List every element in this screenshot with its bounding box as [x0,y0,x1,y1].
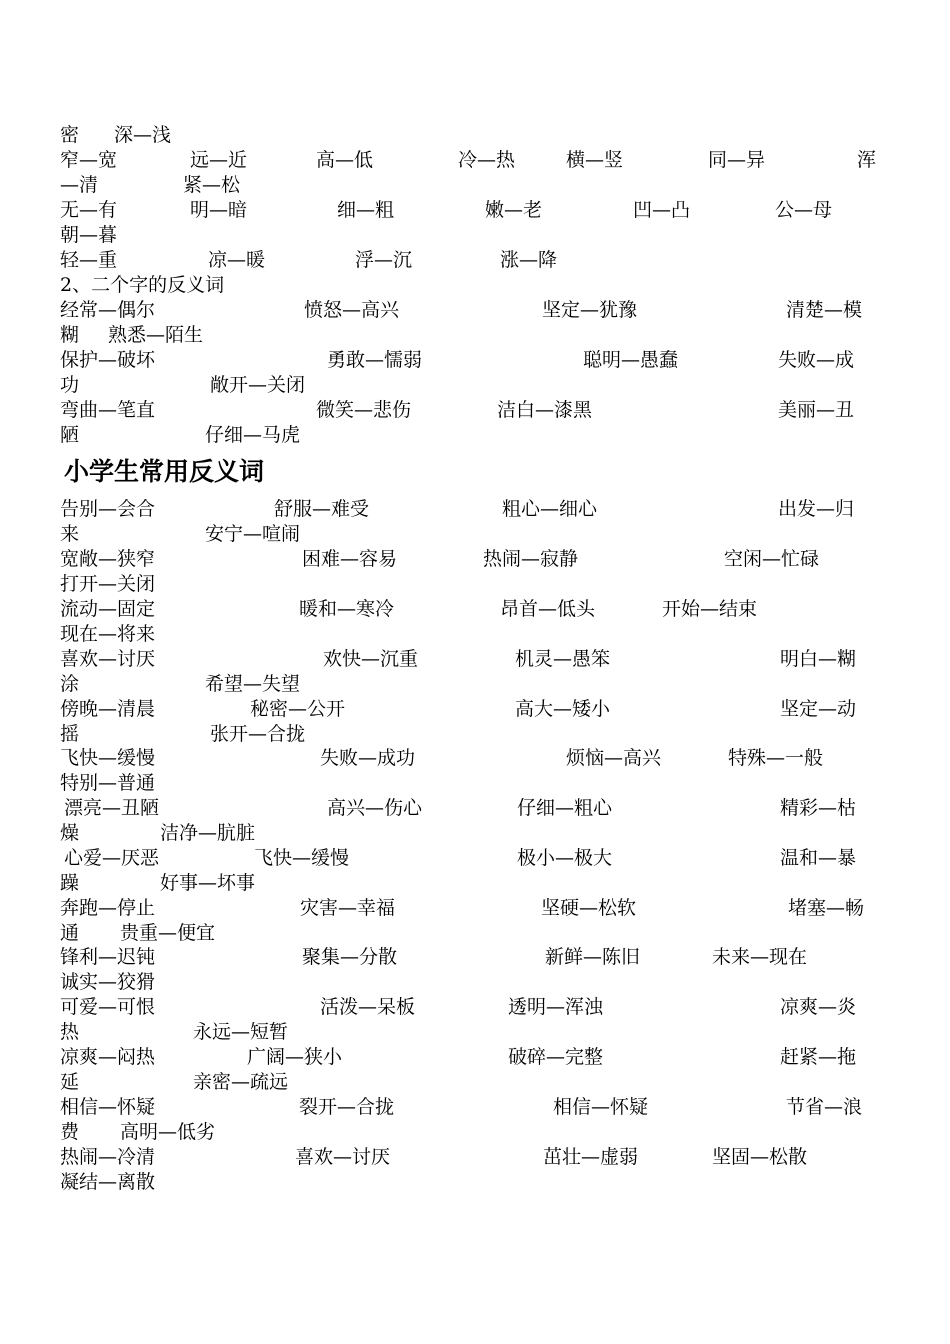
word-pair: 费 [60,1121,80,1143]
word-pair: 新鲜—陈旧 [545,946,641,968]
text-line [0,945,950,970]
word-pair: 堵塞—畅 [788,897,865,919]
word-pair: 喜欢—讨厌 [295,1146,391,1168]
word-pair: 仔细—粗心 [517,797,613,819]
text-line [0,173,950,198]
word-pair: 相信—怀疑 [553,1096,649,1118]
text-line [0,1145,950,1170]
word-pair: 延 [60,1071,80,1093]
word-pair: 美丽—丑 [778,399,855,421]
word-pair: 保护—破坏 [60,349,156,371]
word-pair: 粗心—细心 [502,498,598,520]
word-pair: 高兴—伤心 [327,797,423,819]
word-pair: 嫩—老 [485,199,543,221]
word-pair: 亲密—疏远 [193,1071,289,1093]
word-pair: 空闲—忙碌 [724,548,820,570]
word-pair: 好事—坏事 [160,872,256,894]
word-pair: 浮—沉 [355,249,413,271]
text-line [0,248,950,273]
word-pair: 坚固—松散 [712,1146,808,1168]
word-pair: 极小—极大 [517,847,613,869]
word-pair: 广阔—狭小 [247,1046,343,1068]
word-pair: 高—低 [316,149,374,171]
text-line [0,597,950,622]
text-line [0,746,950,771]
word-pair: —清 [60,174,99,196]
word-pair: 永远—短暂 [193,1021,289,1043]
word-pair: 赶紧—拖 [780,1046,857,1068]
text-line [0,497,950,522]
word-pair: 烦恼—高兴 [566,747,662,769]
word-pair: 紧—松 [183,174,241,196]
word-pair: 糊 [60,324,80,346]
text-line [0,572,950,597]
word-pair: 聚集—分散 [302,946,398,968]
word-pair: 安宁—喧闹 [205,523,301,545]
word-pair: 高大—矮小 [515,698,611,720]
word-pair: 公—母 [775,199,833,221]
word-pair: 来 [60,523,80,545]
word-pair: 贵重—便宜 [120,922,216,944]
word-pair: 通 [60,922,80,944]
word-pair: 打开—关闭 [60,573,156,595]
text-line [0,373,950,398]
word-pair: 灾害—幸福 [300,897,396,919]
word-pair: 摇 [60,723,80,745]
word-pair: 机灵—愚笨 [515,648,611,670]
text-line [0,722,950,747]
text-line [0,547,950,572]
text-line [0,148,950,173]
text-line [0,622,950,647]
text-line [0,921,950,946]
page-heading: 小学生常用反义词 [64,457,265,486]
word-pair: 心爱—厌恶 [64,847,160,869]
word-pair: 细—粗 [337,199,395,221]
word-pair: 浑 [857,149,877,171]
word-pair: 横—竖 [566,149,624,171]
word-pair: 喜欢—讨厌 [60,648,156,670]
word-pair: 精彩—枯 [780,797,857,819]
text-line [0,672,950,697]
word-pair: 同—异 [708,149,766,171]
word-pair: 特别—普通 [60,772,156,794]
text-line [0,398,950,423]
word-pair: 仔细—马虎 [205,424,301,446]
word-pair: 轻—重 [60,249,118,271]
word-pair: 躁 [60,872,80,894]
text-line [0,871,950,896]
word-pair: 明—暗 [190,199,248,221]
word-pair: 涂 [60,673,80,695]
text-line [0,323,950,348]
word-pair: 透明—浑浊 [508,996,604,1018]
word-pair: 洁净—肮脏 [160,822,256,844]
word-pair: 勇敢—懦弱 [327,349,423,371]
word-pair: 失败—成功 [320,747,416,769]
text-line [0,697,950,722]
word-pair: 聪明—愚蠢 [583,349,679,371]
text-line [0,348,950,373]
word-pair: 张开—合拢 [210,723,306,745]
text-line [0,647,950,672]
text-line [0,522,950,547]
word-pair: 功 [60,374,80,396]
word-pair: 热闹—寂静 [483,548,579,570]
word-pair: 热闹—冷清 [60,1146,156,1168]
word-pair: 窄—宽 [60,149,118,171]
word-pair: 节省—浪 [786,1096,863,1118]
word-pair: 微笑—悲伤 [316,399,412,421]
word-pair: 高明—低劣 [120,1121,216,1143]
text-line [0,771,950,796]
text-line [0,123,950,148]
word-pair: 昂首—低头 [500,598,596,620]
word-pair: 破碎—完整 [508,1046,604,1068]
word-pair: 诚实—狡猾 [60,971,156,993]
word-pair: 告别—会合 [60,498,156,520]
text-line [0,1170,950,1195]
word-pair: 出发—归 [778,498,855,520]
word-pair: 凝结—离散 [60,1171,156,1193]
word-pair: 希望—失望 [205,673,301,695]
word-pair: 流动—固定 [60,598,156,620]
text-line [0,821,950,846]
text-line [0,1120,950,1145]
word-pair: 敞开—关闭 [210,374,306,396]
text-line [0,298,950,323]
word-pair: 特殊—一般 [728,747,824,769]
word-pair: 困难—容易 [302,548,398,570]
word-pair: 凹—凸 [633,199,691,221]
word-pair: 飞快—缓慢 [254,847,350,869]
word-pair: 飞快—缓慢 [60,747,156,769]
text-line [0,223,950,248]
word-pair: 开始—结束 [662,598,758,620]
word-pair: 涨—降 [500,249,558,271]
word-pair: 温和—暴 [780,847,857,869]
word-pair: 茁壮—虚弱 [543,1146,639,1168]
word-pair: 傍晚—清晨 [60,698,156,720]
text-line [0,198,950,223]
word-pair: 锋利—迟钝 [60,946,156,968]
word-pair: 暖和—寒冷 [299,598,395,620]
word-pair: 凉爽—炎 [780,996,857,1018]
section-label [0,273,950,298]
word-pair: 欢快—沉重 [323,648,419,670]
word-pair: 朝—暮 [60,224,118,246]
text-line [0,995,950,1020]
text-line [0,846,950,871]
word-pair: 秘密—公开 [250,698,346,720]
word-pair: 宽敞—狭窄 [60,548,156,570]
word-pair: 现在—将来 [60,623,156,645]
word-pair: 舒服—难受 [274,498,370,520]
word-pair: 坚定—犹豫 [542,299,638,321]
word-pair: 弯曲—笔直 [60,399,156,421]
word-pair: 陋 [60,424,80,446]
text-line [0,1020,950,1045]
word-pair: 深—浅 [114,124,172,146]
word-pair: 密 [60,124,80,146]
word-pair: 奔跑—停止 [60,897,156,919]
section-label-text: 2、二个字的反义词 [60,274,225,296]
word-pair: 凉爽—闷热 [60,1046,156,1068]
word-pair: 坚硬—松软 [541,897,637,919]
word-pair: 熟悉—陌生 [108,324,204,346]
text-line [0,970,950,995]
word-pair: 漂亮—丑陋 [64,797,160,819]
word-pair: 活泼—呆板 [320,996,416,1018]
word-pair: 燥 [60,822,80,844]
word-pair: 坚定—动 [780,698,857,720]
word-pair: 失败—成 [778,349,855,371]
text-line [0,423,950,448]
word-pair: 明白—糊 [780,648,857,670]
text-line [0,1070,950,1095]
word-pair: 凉—暖 [208,249,266,271]
word-pair: 清楚—模 [786,299,863,321]
text-line [0,796,950,821]
word-pair: 远—近 [190,149,248,171]
word-pair: 愤怒—高兴 [304,299,400,321]
word-pair: 无—有 [60,199,118,221]
word-pair: 洁白—漆黑 [497,399,593,421]
word-pair: 裂开—合拢 [299,1096,395,1118]
text-line [0,1095,950,1120]
text-line [0,896,950,921]
word-pair: 可爱—可恨 [60,996,156,1018]
word-pair: 未来—现在 [712,946,808,968]
word-pair: 热 [60,1021,80,1043]
word-pair: 相信—怀疑 [60,1096,156,1118]
word-pair: 冷—热 [458,149,516,171]
text-line [0,1045,950,1070]
word-pair: 经常—偶尔 [60,299,156,321]
